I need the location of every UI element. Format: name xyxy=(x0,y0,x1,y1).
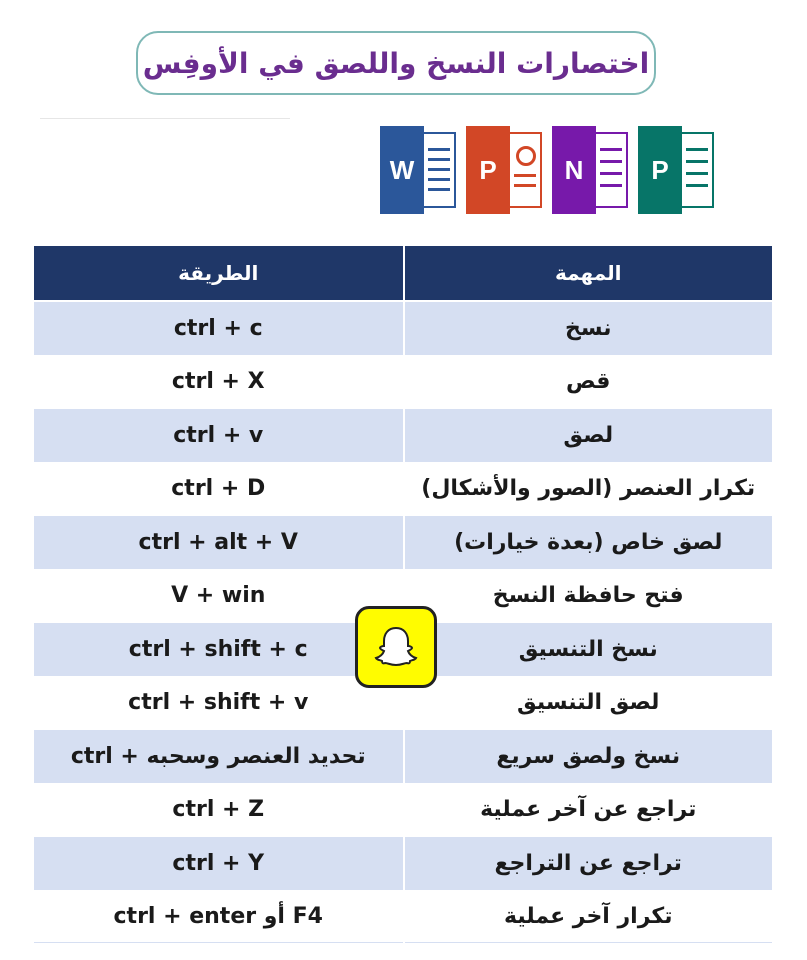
snapcode-icon xyxy=(355,606,437,688)
shortcut-task: نسخ ولصق سريع xyxy=(404,729,774,783)
shortcut-task: تكرار العنصر (الصور والأشكال) xyxy=(404,462,774,516)
onenote-icon: N xyxy=(552,126,632,214)
shortcut-method: V + win xyxy=(34,569,404,623)
header-task: المهمة xyxy=(404,246,774,301)
table-row xyxy=(34,462,773,516)
shortcut-method: ctrl + shift + v xyxy=(34,676,404,730)
table-header-row xyxy=(34,246,773,301)
table-row xyxy=(34,836,773,890)
shortcut-method: ctrl + تحديد العنصر وسحبه xyxy=(34,729,404,783)
shortcut-method: ctrl + Y xyxy=(34,836,404,890)
shortcut-method: ctrl + c xyxy=(34,301,404,355)
shortcut-method: ctrl + enter أو F4 xyxy=(34,890,404,943)
ghost-icon xyxy=(371,622,421,672)
shortcut-task: تراجع عن آخر عملية xyxy=(404,783,774,837)
shortcut-task: تكرار آخر عملية xyxy=(404,890,774,943)
table-row xyxy=(34,729,773,783)
shortcut-method: ctrl + Z xyxy=(34,783,404,837)
powerpoint-icon: P xyxy=(466,126,546,214)
shortcut-task: نسخ xyxy=(404,301,774,355)
table-row xyxy=(34,783,773,837)
table-row xyxy=(34,355,773,409)
shortcut-method: ctrl + alt + V xyxy=(34,515,404,569)
shortcut-task: نسخ التنسيق xyxy=(404,622,774,676)
shortcut-method: ctrl + v xyxy=(34,408,404,462)
publisher-icon: P xyxy=(638,126,718,214)
shortcut-task: فتح حافظة النسخ xyxy=(404,569,774,623)
table-row xyxy=(34,890,773,943)
shortcut-method: ctrl + shift + c xyxy=(34,622,404,676)
table-row xyxy=(34,408,773,462)
title-box xyxy=(136,31,656,95)
shortcut-task: لصق خاص (بعدة خيارات) xyxy=(404,515,774,569)
shortcut-task: تراجع عن التراجع xyxy=(404,836,774,890)
header-method: الطريقة xyxy=(34,246,404,301)
divider xyxy=(40,118,290,119)
shortcut-task: قص xyxy=(404,355,774,409)
shortcut-task: لصق xyxy=(404,408,774,462)
word-icon: W xyxy=(380,126,460,214)
shortcut-method: ctrl + D xyxy=(34,462,404,516)
shortcuts-table xyxy=(34,246,774,929)
shortcut-method: ctrl + X xyxy=(34,355,404,409)
shortcut-task: لصق التنسيق xyxy=(404,676,774,730)
table-row xyxy=(34,515,773,569)
table-row xyxy=(34,301,773,355)
page-title: اختصارات النسخ واللصق في الأوفِس xyxy=(142,46,650,80)
office-icons xyxy=(380,126,715,214)
